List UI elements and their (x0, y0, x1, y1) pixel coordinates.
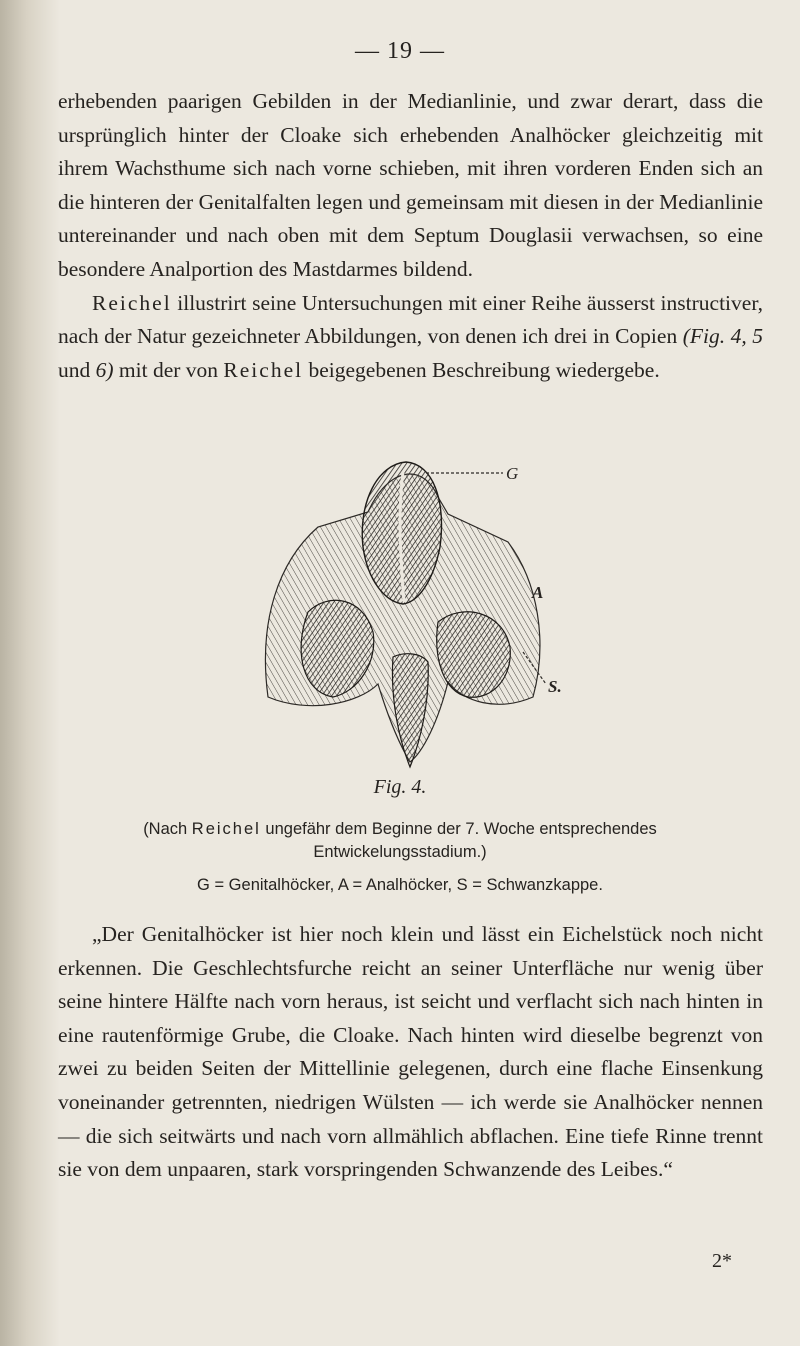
text-block-bottom (58, 918, 763, 1187)
paragraph-2-text: beigegebenen Beschreibung wiedergebe. (303, 357, 660, 382)
paragraph-2-text: und (58, 357, 96, 382)
figure-note-line-1 (80, 818, 720, 841)
paragraph-1: erhebenden paarigen Gebilden in der Medianlinie, und zwar derart, dass die ursprünglich hinter der Cloake sich erhebenden Analhöcker gleichzeitig mit ihrem Wachsthume sich nach vorne schieben, mit ihren vorderen Enden sich an die hinteren der Genitalfalten legen und gemeinsam mit diesen in der Medianlinie untereinander und nach oben mit dem Septum Douglasii verwachsen, so eine besondere Analportion des Mastdarmes bildend. (58, 89, 763, 281)
figure-reference: 6) (95, 357, 114, 382)
paragraph-2-text: illustrirt seine Untersuchungen mit einer Reihe äusserst instructiver, nach der Natur gezeichneter Abbildungen, von denen ich drei in Copien (58, 290, 763, 349)
paragraph-2-text: mit der von (113, 357, 224, 382)
signature-mark: 2* (712, 1250, 732, 1272)
figure-note-text: (Nach (143, 820, 192, 838)
figure-reference: (Fig. 4, 5 (682, 324, 763, 349)
paragraph-2 (58, 287, 763, 388)
label-g: G (506, 464, 519, 483)
author-name: Reichel (92, 290, 172, 315)
figure-legend: G = Genitalhöcker, A = Analhöcker, S = Schwanzkappe. (197, 876, 603, 894)
figure-note-text: ungefähr dem Beginne der 7. Woche entsprechendes (260, 820, 657, 838)
label-s: S. (548, 677, 562, 696)
label-a: A (532, 583, 544, 602)
embryo-illustration (248, 452, 578, 782)
text-block-top (58, 85, 763, 387)
paragraph-3: „Der Genitalhöcker ist hier noch klein und lässt ein Eichelstück noch nicht erkennen. Die Geschlechtsfurche reicht an seiner Unterfläche nur wenig über seine hintere Hälfte nach vorn heraus, ist seicht und verflacht sich nach hinten in eine rautenförmige Grube, die Cloake. Nach hinten wird dieselbe begrenzt von zwei zu beiden Seiten der Mittellinie gelegenen, durch eine flache Einsenkung voneinander getrennten, niedrigen Wülsten — ich werde sie Analhöcker nennen — die sich seitwärts und nach vorn allmählich abflachen. Eine tiefe Rinne trennt sie von dem unpaaren, stark vorspringenden Schwanzende des Leibes.“ (58, 922, 763, 1182)
author-name: Reichel (223, 357, 304, 382)
figure-caption: Fig. 4. (373, 776, 427, 798)
figure-note-line-2: Entwickelungsstadium.) (313, 843, 487, 861)
page-number: — 19 — (355, 38, 445, 64)
author-name: Reichel (191, 820, 261, 838)
page-edge-shadow (0, 0, 60, 1346)
